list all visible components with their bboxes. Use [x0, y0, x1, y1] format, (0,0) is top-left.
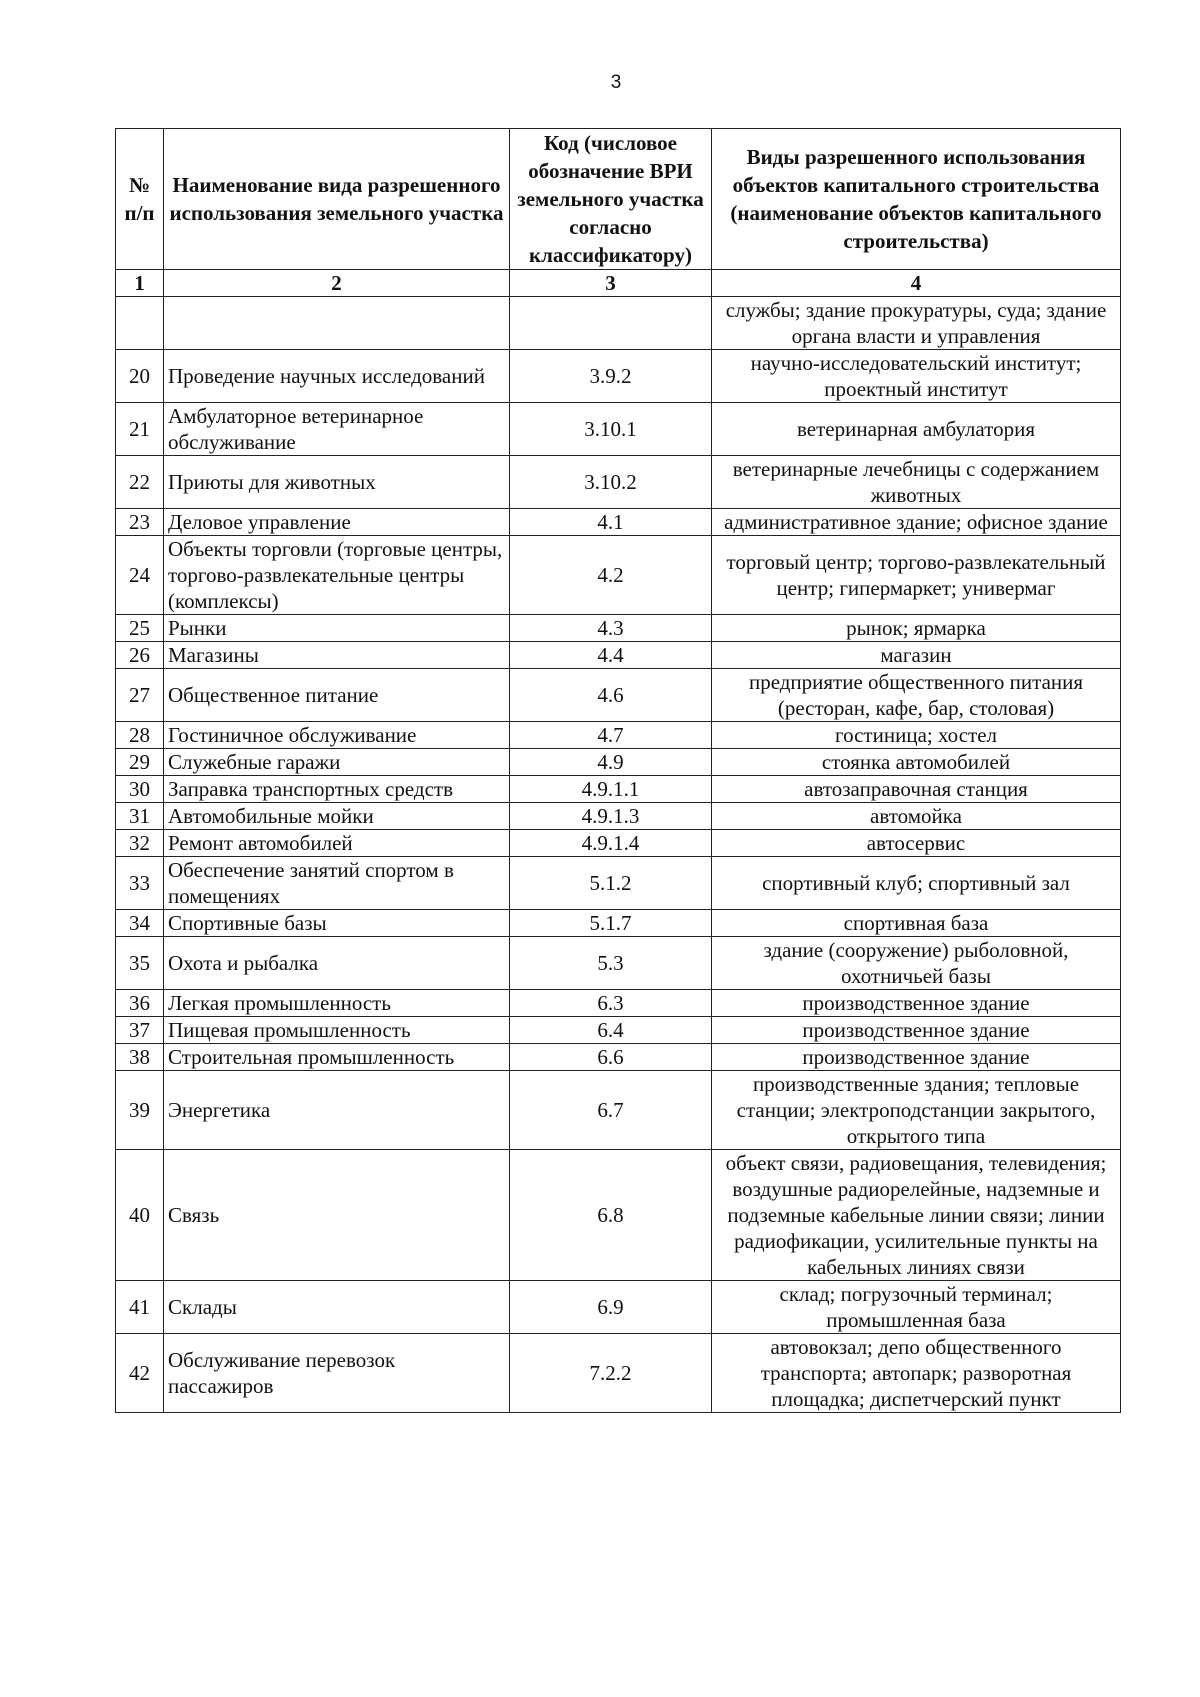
cell-code: 4.9.1.4 [510, 830, 712, 857]
cell-objects: автомойка [712, 803, 1121, 830]
cell-code: 3.9.2 [510, 350, 712, 403]
cell-code: 4.9.1.1 [510, 776, 712, 803]
cell-code: 4.2 [510, 536, 712, 615]
table-row [116, 937, 1121, 990]
cell-objects: службы; здание прокуратуры, суда; здание органа власти и управления [712, 297, 1121, 350]
table-row [116, 642, 1121, 669]
header-objects: Виды разрешенного использования объектов капитального строительства (наименование объектов капитального строительства) [712, 129, 1121, 270]
cell-objects: автовокзал; депо общественного транспорта; автопарк; разворотная площадка; диспетчерский пункт [712, 1334, 1121, 1413]
table-row [116, 776, 1121, 803]
table-row [116, 830, 1121, 857]
header-name: Наименование вида разрешенного использования земельного участка [164, 129, 510, 270]
cell-name: Строительная промышленность [164, 1044, 510, 1071]
cell-num: 24 [116, 536, 164, 615]
table-row [116, 749, 1121, 776]
cell-objects: рынок; ярмарка [712, 615, 1121, 642]
cell-objects: гостиница; хостел [712, 722, 1121, 749]
cell-name [164, 297, 510, 350]
cell-code [510, 297, 712, 350]
cell-num: 33 [116, 857, 164, 910]
cell-objects: производственные здания; тепловые станции; электроподстанции закрытого, открытого типа [712, 1071, 1121, 1150]
cell-objects: автосервис [712, 830, 1121, 857]
cell-objects: производственное здание [712, 1017, 1121, 1044]
cell-name: Ремонт автомобилей [164, 830, 510, 857]
cell-name: Спортивные базы [164, 910, 510, 937]
header-num: № п/п [116, 129, 164, 270]
cell-name: Энергетика [164, 1071, 510, 1150]
cell-code: 4.6 [510, 669, 712, 722]
cell-objects: предприятие общественного питания (ресторан, кафе, бар, столовая) [712, 669, 1121, 722]
table-row [116, 1071, 1121, 1150]
cell-name: Служебные гаражи [164, 749, 510, 776]
cell-code: 6.7 [510, 1071, 712, 1150]
column-number: 3 [510, 270, 712, 297]
cell-name: Амбулаторное ветеринарное обслуживание [164, 403, 510, 456]
cell-objects: административное здание; офисное здание [712, 509, 1121, 536]
table-row [116, 1150, 1121, 1281]
cell-name: Пищевая промышленность [164, 1017, 510, 1044]
table-header [116, 129, 1121, 297]
cell-code: 5.1.7 [510, 910, 712, 937]
cell-num: 36 [116, 990, 164, 1017]
cell-num: 42 [116, 1334, 164, 1413]
cell-code: 6.8 [510, 1150, 712, 1281]
column-number: 4 [712, 270, 1121, 297]
cell-code: 4.4 [510, 642, 712, 669]
header-code: Код (числовое обозначение ВРИ земельного участка согласно классификатору) [510, 129, 712, 270]
cell-code: 4.1 [510, 509, 712, 536]
table-row [116, 615, 1121, 642]
cell-name: Склады [164, 1281, 510, 1334]
cell-name: Обеспечение занятий спортом в помещениях [164, 857, 510, 910]
table-row [116, 1334, 1121, 1413]
cell-objects: производственное здание [712, 990, 1121, 1017]
cell-num: 30 [116, 776, 164, 803]
table-row [116, 1017, 1121, 1044]
continuation-row [116, 297, 1121, 350]
table-row [116, 910, 1121, 937]
cell-name: Деловое управление [164, 509, 510, 536]
cell-objects: автозаправочная станция [712, 776, 1121, 803]
cell-code: 6.9 [510, 1281, 712, 1334]
cell-num: 31 [116, 803, 164, 830]
cell-code: 6.4 [510, 1017, 712, 1044]
cell-name: Легкая промышленность [164, 990, 510, 1017]
table-row [116, 403, 1121, 456]
cell-objects: стоянка автомобилей [712, 749, 1121, 776]
page-number: 3 [610, 72, 622, 93]
cell-objects: производственное здание [712, 1044, 1121, 1071]
cell-objects: спортивная база [712, 910, 1121, 937]
cell-objects: магазин [712, 642, 1121, 669]
cell-num: 28 [116, 722, 164, 749]
cell-code: 4.9.1.3 [510, 803, 712, 830]
table-row [116, 350, 1121, 403]
cell-name: Автомобильные мойки [164, 803, 510, 830]
cell-code: 6.3 [510, 990, 712, 1017]
cell-name: Рынки [164, 615, 510, 642]
cell-name: Приюты для животных [164, 456, 510, 509]
cell-name: Проведение научных исследований [164, 350, 510, 403]
table-row [116, 536, 1121, 615]
cell-code: 4.3 [510, 615, 712, 642]
table-body [116, 297, 1121, 1413]
cell-code: 5.1.2 [510, 857, 712, 910]
cell-code: 4.7 [510, 722, 712, 749]
cell-objects: торговый центр; торгово-развлекательный центр; гипермаркет; универмаг [712, 536, 1121, 615]
column-number-row [116, 270, 1121, 297]
table-row [116, 669, 1121, 722]
cell-num: 23 [116, 509, 164, 536]
cell-num: 35 [116, 937, 164, 990]
cell-code: 4.9 [510, 749, 712, 776]
header-row [116, 129, 1121, 270]
land-use-table [115, 128, 1121, 1413]
cell-num: 38 [116, 1044, 164, 1071]
table-row [116, 456, 1121, 509]
cell-num: 26 [116, 642, 164, 669]
table-row [116, 1044, 1121, 1071]
cell-objects: спортивный клуб; спортивный зал [712, 857, 1121, 910]
cell-name: Общественное питание [164, 669, 510, 722]
cell-num: 27 [116, 669, 164, 722]
cell-code: 5.3 [510, 937, 712, 990]
cell-code: 3.10.1 [510, 403, 712, 456]
cell-name: Магазины [164, 642, 510, 669]
table-row [116, 509, 1121, 536]
table-row [116, 990, 1121, 1017]
cell-num: 40 [116, 1150, 164, 1281]
table-row [116, 722, 1121, 749]
table-row [116, 803, 1121, 830]
cell-num: 34 [116, 910, 164, 937]
column-number: 1 [116, 270, 164, 297]
cell-num: 41 [116, 1281, 164, 1334]
table-row [116, 857, 1121, 910]
cell-code: 3.10.2 [510, 456, 712, 509]
cell-num: 22 [116, 456, 164, 509]
cell-num: 37 [116, 1017, 164, 1044]
cell-name: Связь [164, 1150, 510, 1281]
table-row [116, 1281, 1121, 1334]
cell-num [116, 297, 164, 350]
cell-name: Охота и рыбалка [164, 937, 510, 990]
cell-num: 29 [116, 749, 164, 776]
cell-name: Объекты торговли (торговые центры, торгово-развлекательные центры (комплексы) [164, 536, 510, 615]
cell-objects: объект связи, радиовещания, телевидения; воздушные радиорелейные, надземные и подземные кабельные линии связи; линии радиофикации, усилительные пункты на кабельных линиях связи [712, 1150, 1121, 1281]
cell-code: 6.6 [510, 1044, 712, 1071]
cell-objects: ветеринарные лечебницы с содержанием животных [712, 456, 1121, 509]
cell-name: Заправка транспортных средств [164, 776, 510, 803]
cell-name: Обслуживание перевозок пассажиров [164, 1334, 510, 1413]
cell-objects: научно-исследовательский институт; проектный институт [712, 350, 1121, 403]
cell-objects: склад; погрузочный терминал; промышленная база [712, 1281, 1121, 1334]
cell-code: 7.2.2 [510, 1334, 712, 1413]
cell-objects: ветеринарная амбулатория [712, 403, 1121, 456]
cell-num: 25 [116, 615, 164, 642]
cell-num: 32 [116, 830, 164, 857]
cell-num: 20 [116, 350, 164, 403]
cell-num: 21 [116, 403, 164, 456]
cell-name: Гостиничное обслуживание [164, 722, 510, 749]
cell-objects: здание (сооружение) рыболовной, охотничьей базы [712, 937, 1121, 990]
cell-num: 39 [116, 1071, 164, 1150]
column-number: 2 [164, 270, 510, 297]
